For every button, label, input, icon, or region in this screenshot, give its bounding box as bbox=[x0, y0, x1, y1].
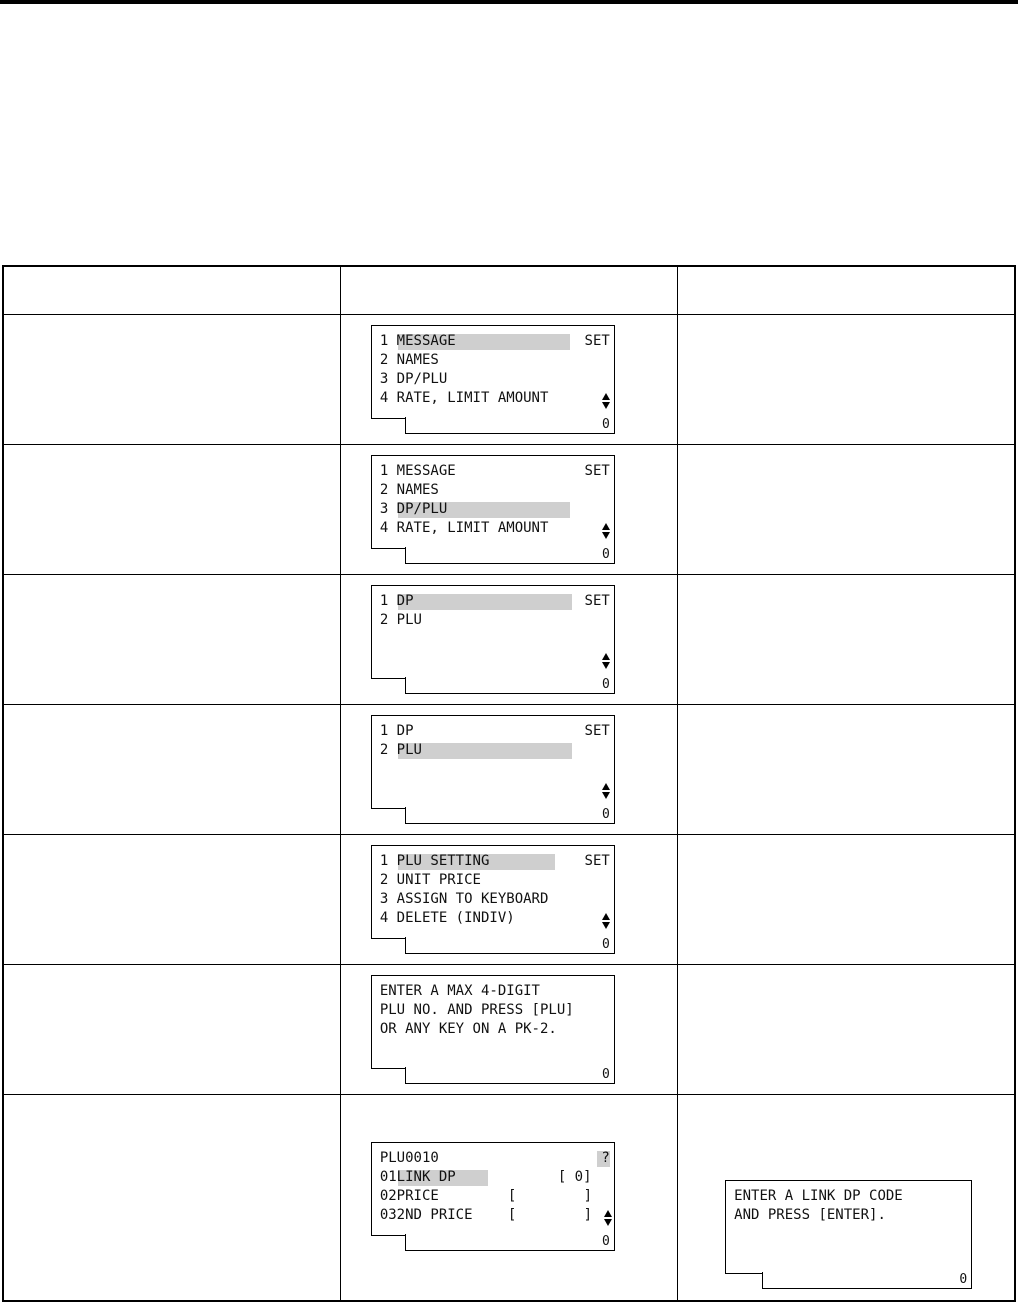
subtotal-value: 0 bbox=[602, 1234, 610, 1249]
menu-line-1: 1 DP bbox=[379, 593, 414, 609]
display-cell bbox=[340, 1095, 677, 1302]
scroll-updown-icon bbox=[601, 912, 611, 930]
menu-line-3: 3 ASSIGN TO KEYBOARD bbox=[379, 891, 549, 907]
subtotal-value: 0 bbox=[602, 677, 610, 692]
procedure-cell bbox=[3, 445, 340, 575]
menu-line-3: 3 DP/PLU bbox=[379, 501, 448, 517]
field-value-link-dp: [ 0] bbox=[557, 1169, 592, 1185]
lcd-display bbox=[341, 835, 645, 964]
subtotal-bar bbox=[405, 547, 615, 564]
subtotal-bar bbox=[405, 1067, 615, 1084]
notes-cell bbox=[678, 1095, 1015, 1302]
field-line-link-dp: 01LINK DP bbox=[379, 1169, 456, 1185]
lcd-display bbox=[341, 575, 645, 704]
set-indicator: SET bbox=[584, 723, 610, 739]
menu-line-1: 1 MESSAGE bbox=[379, 463, 456, 479]
menu-line-4: 4 RATE, LIMIT AMOUNT bbox=[379, 520, 549, 536]
field-value-price: [ ] bbox=[507, 1188, 593, 1204]
lcd-screen bbox=[371, 975, 615, 1069]
scroll-updown-icon bbox=[601, 392, 611, 410]
subtotal-bar bbox=[405, 417, 615, 434]
lcd-display bbox=[341, 705, 645, 834]
message-line-3: OR ANY KEY ON A PK-2. bbox=[379, 1021, 557, 1037]
notes-cell bbox=[678, 835, 1015, 965]
menu-line-1: 1 PLU SETTING bbox=[379, 853, 490, 869]
field-value-2nd-price: [ ] bbox=[507, 1207, 593, 1223]
notes-cell bbox=[678, 315, 1015, 445]
table-row bbox=[3, 705, 1015, 835]
lcd-display bbox=[341, 445, 645, 574]
lcd-screen bbox=[371, 585, 615, 679]
menu-line-3: 3 DP/PLU bbox=[379, 371, 448, 387]
procedure-cell bbox=[3, 835, 340, 965]
table-row bbox=[3, 315, 1015, 445]
notes-cell bbox=[678, 705, 1015, 835]
menu-line-2: 2 PLU bbox=[379, 742, 422, 758]
procedure-cell bbox=[3, 965, 340, 1095]
subtotal-value: 0 bbox=[602, 807, 610, 822]
scroll-updown-icon bbox=[601, 782, 611, 800]
note-message-line-1: ENTER A LINK DP CODE bbox=[734, 1188, 903, 1204]
subtotal-value: 0 bbox=[602, 1067, 610, 1082]
set-indicator: SET bbox=[584, 463, 610, 479]
subtotal-value: 0 bbox=[602, 547, 610, 562]
header-row bbox=[3, 266, 1015, 315]
lcd-display bbox=[341, 315, 645, 444]
subtotal-value: 0 bbox=[602, 937, 610, 952]
note-subtotal-value: 0 bbox=[959, 1272, 968, 1287]
subtotal-bar bbox=[405, 1234, 615, 1251]
menu-line-2: 2 NAMES bbox=[379, 482, 439, 498]
notes-cell bbox=[678, 575, 1015, 705]
display-cell bbox=[340, 315, 677, 445]
plu-number: PLU0010 bbox=[379, 1150, 439, 1166]
status-indicator: ? bbox=[601, 1150, 610, 1166]
display-cell bbox=[340, 965, 677, 1095]
table-row bbox=[3, 1095, 1015, 1302]
message-line-2: PLU NO. AND PRESS [PLU] bbox=[379, 1002, 574, 1018]
header-notes bbox=[678, 266, 1015, 315]
table-row bbox=[3, 965, 1015, 1095]
procedure-table bbox=[2, 265, 1016, 1302]
note-message-line-2: AND PRESS [ENTER]. bbox=[734, 1207, 886, 1223]
menu-highlight bbox=[398, 743, 572, 759]
procedure-cell bbox=[3, 1095, 340, 1302]
lcd-screen bbox=[371, 845, 615, 939]
scroll-updown-icon bbox=[601, 652, 611, 670]
field-line-price: 02PRICE bbox=[379, 1188, 439, 1204]
table-row bbox=[3, 835, 1015, 965]
lcd-display bbox=[341, 965, 645, 1094]
menu-line-2: 2 UNIT PRICE bbox=[379, 872, 481, 888]
subtotal-bar bbox=[405, 807, 615, 824]
menu-line-4: 4 RATE, LIMIT AMOUNT bbox=[379, 390, 549, 406]
display-cell bbox=[340, 445, 677, 575]
menu-line-4: 4 DELETE (INDIV) bbox=[379, 910, 515, 926]
top-rule bbox=[0, 0, 1018, 4]
message-line-1: ENTER A MAX 4-DIGIT bbox=[379, 983, 540, 999]
set-indicator: SET bbox=[584, 593, 610, 609]
procedure-cell bbox=[3, 315, 340, 445]
menu-line-2: 2 PLU bbox=[379, 612, 422, 628]
menu-line-2: 2 NAMES bbox=[379, 352, 439, 368]
table-row bbox=[3, 445, 1015, 575]
note-lcd-display bbox=[678, 1095, 1016, 1300]
subtotal-bar bbox=[405, 937, 615, 954]
note-lcd-screen bbox=[725, 1180, 972, 1274]
set-indicator: SET bbox=[584, 853, 610, 869]
header-procedure bbox=[3, 266, 340, 315]
table-row bbox=[3, 575, 1015, 705]
set-indicator: SET bbox=[584, 333, 610, 349]
notes-cell bbox=[678, 445, 1015, 575]
menu-line-1: 1 DP bbox=[379, 723, 414, 739]
scroll-updown-icon bbox=[601, 522, 611, 540]
scroll-updown-icon bbox=[603, 1209, 613, 1227]
field-line-2nd-price: 032ND PRICE bbox=[379, 1207, 473, 1223]
display-cell bbox=[340, 705, 677, 835]
lcd-screen bbox=[371, 715, 615, 809]
notes-cell bbox=[678, 965, 1015, 1095]
header-display bbox=[340, 266, 677, 315]
procedure-cell bbox=[3, 575, 340, 705]
subtotal-bar bbox=[405, 677, 615, 694]
lcd-display bbox=[341, 1095, 645, 1300]
display-cell bbox=[340, 835, 677, 965]
note-subtotal-bar bbox=[762, 1272, 972, 1289]
lcd-screen bbox=[371, 325, 615, 419]
lcd-screen bbox=[371, 1142, 615, 1236]
subtotal-value: 0 bbox=[602, 417, 610, 432]
menu-highlight bbox=[398, 594, 572, 610]
display-cell bbox=[340, 575, 677, 705]
lcd-screen bbox=[371, 455, 615, 549]
procedure-cell bbox=[3, 705, 340, 835]
menu-line-1: 1 MESSAGE bbox=[379, 333, 456, 349]
